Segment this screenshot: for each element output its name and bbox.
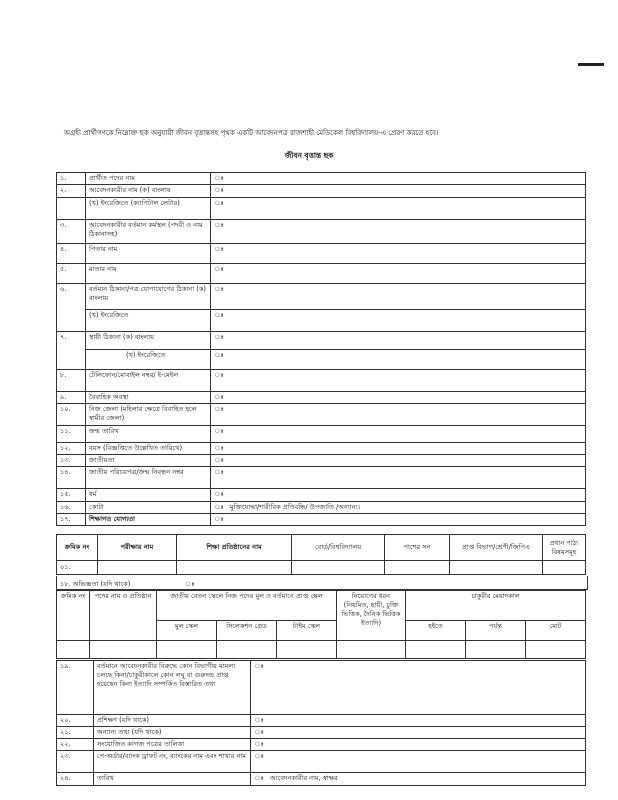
- row-label: স্থায়ী ঠিকানা (ক) বাংলায়: [86, 332, 211, 350]
- colon-mark: ঃ: [251, 727, 268, 739]
- row-number: [57, 198, 86, 220]
- row-value[interactable]: [267, 751, 586, 773]
- colon-mark: ঃ: [211, 392, 228, 404]
- table-row: [57, 773, 586, 786]
- row-number: ১২.: [57, 443, 86, 455]
- row-value[interactable]: [227, 443, 586, 455]
- row-value[interactable]: [227, 426, 586, 443]
- column-header: শিক্ষা প্রতিষ্ঠানের নাম: [177, 535, 292, 561]
- row-number: ৭.: [57, 332, 86, 350]
- column-header: মোট: [526, 621, 586, 641]
- table-row: [57, 443, 586, 455]
- table-row: [57, 332, 586, 350]
- row-label: বৈবাহিক অবস্থা: [86, 392, 211, 404]
- row-label: আবেদনকারীর বর্তমান কর্মস্থল (পদবী ও নাম ঠিকানাসহ): [86, 220, 211, 244]
- column-header: বোর্ড/বিশ্ববিদ্যালয়: [292, 535, 385, 561]
- row-number: [57, 310, 86, 332]
- row-label: বয়স (বিজ্ঞপ্তিতে উল্লেখিত তারিখে): [86, 443, 211, 455]
- table-row: [57, 370, 586, 392]
- row-number: ১৬.: [57, 502, 86, 514]
- table-cell[interactable]: [543, 561, 586, 575]
- colon-mark: ঃ: [211, 185, 228, 198]
- column-header: হইতে: [406, 621, 466, 641]
- colon-mark: ঃ: [251, 715, 268, 727]
- experience-label-row: [56, 576, 588, 590]
- corner-mark: [578, 63, 604, 66]
- row-label: ধর্ম: [86, 489, 211, 502]
- column-header: চাকুরীর মেয়াদকাল: [406, 591, 586, 621]
- colon-mark: ঃ: [211, 173, 228, 185]
- row-number: ২৩.: [57, 751, 94, 773]
- row-value[interactable]: [227, 489, 586, 502]
- column-header: প্রধান পাঠ্য বিষয়সমূহ: [543, 535, 586, 561]
- row-number: ১৩.: [57, 455, 86, 467]
- experience-table: [56, 590, 586, 659]
- row-label: (খ) ইংরেজিতে (ক্যাপিটাল লেটার): [86, 198, 211, 220]
- table-cell[interactable]: [406, 641, 466, 659]
- row-value[interactable]: [227, 467, 586, 489]
- row-number: ১০.: [57, 404, 86, 426]
- row-number: [57, 350, 86, 370]
- row-value: [227, 514, 586, 526]
- column-header: জাতীয় বেতন স্কেলে নিজ পদের মুল ও বর্তমানে প্রাপ্ত স্কেল: [157, 591, 337, 621]
- table-cell[interactable]: [217, 641, 277, 659]
- colon-mark: ঃ: [211, 514, 228, 526]
- row-value[interactable]: [227, 185, 586, 198]
- row-value[interactable]: [227, 350, 586, 370]
- table-cell[interactable]: [526, 641, 586, 659]
- table-header-row: [57, 535, 586, 561]
- table-cell[interactable]: [337, 641, 406, 659]
- colon-mark: ঃ: [211, 264, 228, 284]
- row-value[interactable]: [227, 370, 586, 392]
- row-value[interactable]: [227, 455, 586, 467]
- row-value[interactable]: [227, 264, 586, 284]
- personal-info-table: [56, 172, 586, 526]
- column-header: পরীক্ষার নাম: [98, 535, 177, 561]
- table-row: [57, 715, 586, 727]
- table-row: [57, 751, 586, 773]
- table-row: [57, 455, 586, 467]
- table-row: [57, 244, 586, 264]
- row-number: ১৪.: [57, 467, 86, 489]
- row-number: ১.: [57, 173, 86, 185]
- row-label: প্রার্থীত পদের নাম: [86, 173, 211, 185]
- row-number: ৯.: [57, 392, 86, 404]
- intro-text: অগ্রহী প্রার্থীগণকে নিম্নোক্ত ছক অনুযায়ী জীবন বৃত্তান্তসহ পৃথক একটি আবেদনপত্র রাজশাহী মেডিকেল বিশ্ববিদ্যালয়-এ প্রেরণ করতে হবে।: [64, 129, 439, 137]
- table-row: [57, 561, 586, 575]
- colon-mark: ঃ: [211, 455, 228, 467]
- table-row: [57, 220, 586, 244]
- colon-mark: ঃ: [211, 426, 228, 443]
- colon-mark: ঃ: [211, 443, 228, 455]
- column-header: প্রাপ্ত বিভাগ/শ্রেণী/জিপিএ: [450, 535, 543, 561]
- row-label: কোটা: [86, 502, 211, 514]
- table-cell[interactable]: [90, 641, 157, 659]
- row-value[interactable]: [227, 244, 586, 264]
- row-label: জন্ম তারিখ: [86, 426, 211, 443]
- row-value[interactable]: [267, 727, 586, 739]
- row-number: ৪.: [57, 244, 86, 264]
- table-cell[interactable]: [292, 561, 385, 575]
- colon-mark: ঃ: [211, 350, 228, 370]
- table-row: [57, 739, 586, 751]
- row-value[interactable]: [227, 173, 586, 185]
- row-number: ৬.: [57, 284, 86, 310]
- column-header: পর্যন্ত: [466, 621, 526, 641]
- quota-options: মুক্তিযোদ্ধা/শারীরিক প্রতিবন্ধি/ উপজাতি /অন্যান্য।: [227, 502, 586, 514]
- table-row: [57, 426, 586, 443]
- table-row: [57, 310, 586, 332]
- colon-mark: ঃ: [211, 310, 228, 332]
- row-number: ৮.: [57, 370, 86, 392]
- colon-mark: ঃ: [211, 502, 228, 514]
- table-row: [57, 173, 586, 185]
- table-row: [57, 392, 586, 404]
- form-title: জীবন বৃত্তান্ত ছক: [284, 151, 334, 160]
- column-header: পদের নাম ও প্রতিষ্ঠান: [90, 591, 157, 641]
- row-label: মাতার নাম: [86, 264, 211, 284]
- colon-mark: ঃ: [211, 332, 228, 350]
- row-value[interactable]: [267, 661, 586, 715]
- row-label: (খ) ইংরেজিতে: [86, 310, 211, 332]
- table-cell[interactable]: [385, 561, 450, 575]
- row-value[interactable]: [227, 404, 586, 426]
- row-number: ২১.: [57, 727, 94, 739]
- row-label: অন্যান্য তথ্য (যদি থাকে): [94, 727, 251, 739]
- table-row: [57, 284, 586, 310]
- row-label: পে-অর্ডার/ব্যাংক ড্রাফট নং, ব্যাংকের নাম এবং শাখার নাম: [94, 751, 251, 773]
- row-label: (খ) ইংরেজিতে: [86, 350, 211, 370]
- row-number: ১১.: [57, 426, 86, 443]
- table-row: [57, 727, 586, 739]
- colon-mark: ঃ: [211, 198, 228, 220]
- column-header: নিয়োগের ধরন (নিয়মিত, ছায়ী, চুক্তি ভিত্তিক, দৈনিক ভিত্তিক ইত্যাদি): [337, 591, 406, 641]
- signature-label: আবেদনকারীর নাম, স্বাক্ষর: [267, 773, 586, 786]
- row-label: শিক্ষাগত যোগ্যতা: [86, 514, 211, 526]
- row-label: প্রশিক্ষণ (যদি থাকে): [94, 715, 251, 727]
- row-label: তারিখ: [94, 773, 251, 786]
- row-value[interactable]: [227, 332, 586, 350]
- column-header: পাশের সন: [385, 535, 450, 561]
- column-header: ক্রমিক নং: [57, 591, 90, 641]
- row-number: ২৪.: [57, 773, 94, 786]
- colon-mark: ঃ: [211, 244, 228, 264]
- table-header-row: [57, 591, 586, 621]
- education-table: [56, 534, 586, 575]
- table-row: [57, 514, 586, 526]
- colon-mark: ঃ: [211, 370, 228, 392]
- table-row: [57, 661, 586, 715]
- row-value[interactable]: [267, 715, 586, 727]
- row-label: নিজ জেলা (মহিলার ক্ষেত্রে বিবাহিত হলে স্বামীর জেলা): [86, 404, 211, 426]
- row-number: ২০.: [57, 715, 94, 727]
- row-number: ১৭.: [57, 514, 86, 526]
- table-row: [57, 467, 586, 489]
- table-row: [57, 489, 586, 502]
- row-value[interactable]: [227, 220, 586, 244]
- table-row: [57, 502, 586, 514]
- table-cell[interactable]: [157, 641, 217, 659]
- table-row: [57, 264, 586, 284]
- row-number: ৩.: [57, 220, 86, 244]
- table-row: [57, 185, 586, 198]
- row-label: আবেদনকারীর নাম (ক) বাংলায়: [86, 185, 211, 198]
- row-label: বর্তমানে আবেদনকারীর বিরুদ্ধে কোন বিভাগীয় মামলা চলছে কিনা/চাকুরীকালে কোন লঘু বা গুরুদন্ড প্রাপ্ত হয়েছেন কিনা ইত্যাদি সম্পর্কিত বিস্তারিত তথ্য: [94, 661, 251, 715]
- colon-mark: ঃ: [251, 751, 268, 773]
- row-label: টেলিফোন/মোবাইল নম্বর/ ই-মেইল: [86, 370, 211, 392]
- table-cell[interactable]: [466, 641, 526, 659]
- table-row: [57, 641, 586, 659]
- row-value[interactable]: [267, 739, 586, 751]
- column-header: ক্রমিক নং: [57, 535, 98, 561]
- row-label: সংযোজিত কাগজ পত্রের তালিকা: [94, 739, 251, 751]
- colon-mark: ঃ: [211, 404, 228, 426]
- row-number: ২.: [57, 185, 86, 198]
- row-value[interactable]: [227, 284, 586, 310]
- row-value[interactable]: [227, 392, 586, 404]
- colon-mark: ঃ: [251, 739, 268, 751]
- row-number: ৫.: [57, 264, 86, 284]
- row-number: ১৯.: [57, 661, 94, 715]
- table-row: [57, 350, 586, 370]
- table-row: [57, 404, 586, 426]
- colon-mark: ঃ: [211, 220, 228, 244]
- row-value[interactable]: [227, 310, 586, 332]
- colon-mark: ঃ: [185, 580, 195, 588]
- table-cell[interactable]: [177, 561, 292, 575]
- table-cell[interactable]: [450, 561, 543, 575]
- row-label: বর্তমান ঠিকানা/পত্র যোগাযোগের ঠিকানা (ক) বাংলায়: [86, 284, 211, 310]
- column-header: মুল স্কেল: [157, 621, 217, 641]
- experience-label: ১৮. অভিজ্ঞতা (যদি থাকে): [60, 580, 131, 588]
- additional-info-table: [56, 660, 586, 786]
- colon-mark: ঃ: [251, 773, 268, 786]
- table-row: [57, 198, 586, 220]
- row-label: জাতীয় পরিচয়পত্র/জন্ম নিবন্ধন নম্বর: [86, 467, 211, 489]
- row-value[interactable]: [227, 198, 586, 220]
- row-label: পিতার নাম: [86, 244, 211, 264]
- row-number: ০১.: [57, 561, 98, 575]
- table-cell[interactable]: [277, 641, 337, 659]
- colon-mark: ঃ: [211, 467, 228, 489]
- row-label: জাতীয়তা: [86, 455, 211, 467]
- colon-mark: ঃ: [211, 284, 228, 310]
- table-cell[interactable]: [98, 561, 177, 575]
- colon-mark: ঃ: [211, 489, 228, 502]
- column-header: সিলেকশন গ্রেড: [217, 621, 277, 641]
- column-header: টাইম স্কেল: [277, 621, 337, 641]
- row-number: ২২.: [57, 739, 94, 751]
- colon-mark: ঃ: [251, 661, 268, 715]
- table-cell[interactable]: [57, 641, 90, 659]
- row-number: ১৫.: [57, 489, 86, 502]
